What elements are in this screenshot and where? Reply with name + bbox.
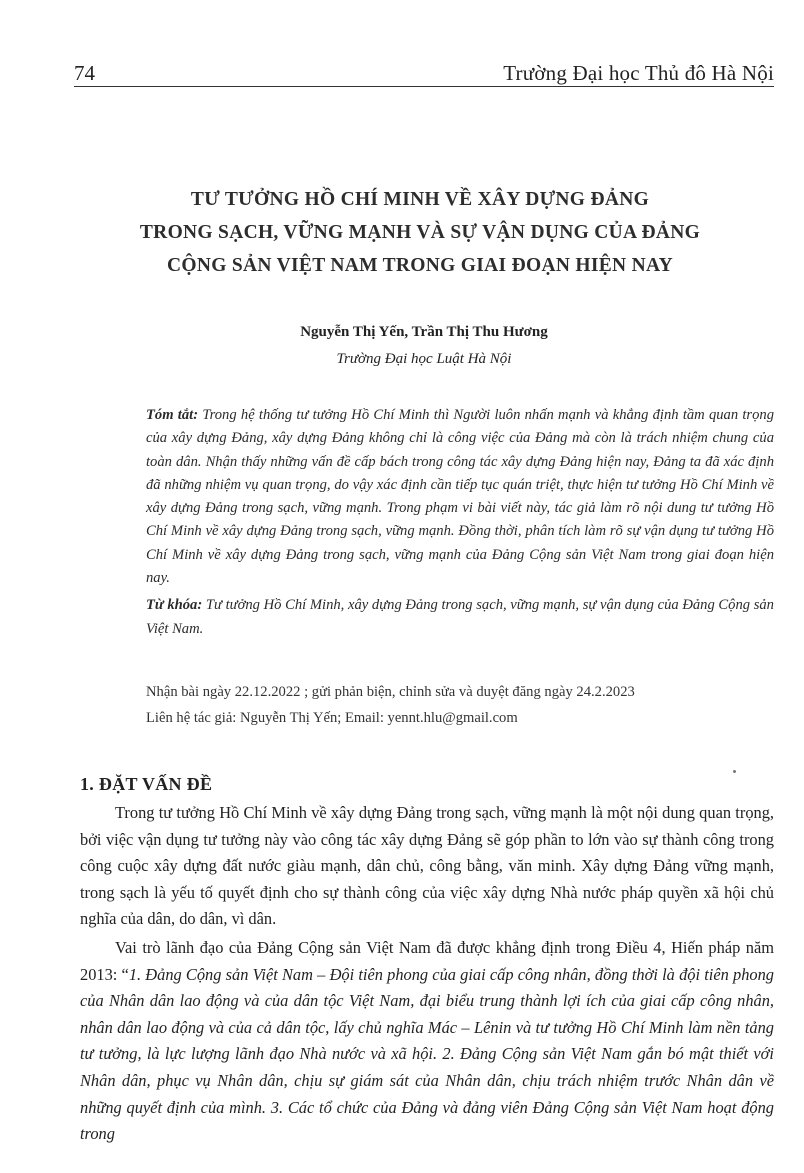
keywords-label: Từ khóa: [146, 597, 203, 614]
abstract [146, 404, 774, 590]
abstract-text: Trong hệ thống tư tưởng Hồ Chí Minh thì Người luôn nhấn mạnh và khẳng định tầm quan trọng của xây dựng Đảng, xây dựng Đảng không chỉ là công việc của Đảng mà còn là trách nhiệm chung của toàn dân. Nhận thấy những vấn đề cấp bách trong công tác xây dựng Đảng hiện nay, Đảng ta đã xác định đã những nhiệm vụ quan trọng, do vậy xác định cần tiếp tục quán triệt, thực hiện tư tưởng Hồ Chí Minh về xây dựng Đảng trong sạch, vững mạnh. Trong phạm vi bài viết này, tác giả làm rõ nội dung tư tưởng Hồ Chí Minh về xây dựng Đảng trong sạch, vững mạnh. Đồng thời, phân tích làm rõ sự vận dụng tư tưởng Hồ Chí Minh về xây dựng Đảng trong sạch, vững mạnh của Đảng Cộng sản Việt Nam trong giai đoạn hiện nay. [146, 407, 775, 587]
page-number: 74 [74, 61, 95, 85]
title-line: CỘNG SẢN VIỆT NAM TRONG GIAI ĐOẠN HIỆN NAY [167, 255, 673, 276]
abstract-label: Tóm tắt: [146, 407, 199, 423]
body-paragraph-2 [80, 935, 774, 1148]
keywords-text: Tư tưởng Hồ Chí Minh, xây dựng Đảng trong sạch, vững mạnh, sự vận dụng của Đảng Cộng sản Việt Nam. [146, 597, 774, 637]
journal-name: Trường Đại học Thủ đô Hà Nội [503, 61, 774, 85]
keywords [146, 594, 774, 641]
title-line: TƯ TƯỞNG HỒ CHÍ MINH VỀ XÂY DỰNG ĐẢNG [190, 189, 650, 210]
section-heading: 1. ĐẶT VẤN ĐỀ [80, 774, 213, 794]
constitution-quote: 1. Đảng Cộng sản Việt Nam – Đội tiên phong của giai cấp công nhân, đồng thời là đội tiên phong của Nhân dân lao động và của dân tộc Việt Nam, đại biểu trung thành lợi ích của giai cấp công nhân, nhân dân lao động và của cả dân tộc, lấy chủ nghĩa Mác – Lênin và tư tưởng Hồ Chí Minh làm nền tảng tư tưởng, là lực lượng lãnh đạo Nhà nước và xã hội. 2. Đảng Cộng sản Việt Nam gắn bó mật thiết với Nhân dân, phục vụ Nhân dân, chịu sự giám sát của Nhân dân, chịu trách nhiệm trước Nhân dân về những quyết định của mình. 3. Các tổ chức của Đảng và đảng viên Đảng Cộng sản Việt Nam hoạt động trong [80, 964, 774, 1144]
author-contact: Liên hệ tác giả: Nguyễn Thị Yến; Email: yennt.hlu@gmail.com [146, 710, 518, 726]
paragraph-lead: Vai trò lãnh đạo của Đảng Cộng sản Việt Nam đã được khẳng định trong Điều 4, Hiến pháp năm 2013: “ [80, 938, 774, 984]
affiliation: Trường Đại học Luật Hà Nội [336, 351, 512, 367]
running-header [74, 58, 774, 87]
scan-speck [733, 770, 736, 773]
received-date: Nhận bài ngày 22.12.2022 ; gửi phản biện, chỉnh sửa và duyệt đăng ngày 24.2.2023 [146, 684, 635, 700]
article-title [120, 183, 720, 282]
authors: Nguyễn Thị Yến, Trần Thị Thu Hương [300, 324, 548, 340]
title-line: TRONG SẠCH, VỮNG MẠNH VÀ SỰ VẬN DỤNG CỦA ĐẢNG [139, 222, 701, 243]
abstract-block [146, 404, 774, 641]
body-paragraph-1: Trong tư tưởng Hồ Chí Minh về xây dựng Đảng trong sạch, vững mạnh là một nội dung quan trọng, bởi việc vận dụng tư tưởng này vào công tác xây dựng Đảng sẽ góp phần to lớn vào sự thành công trong công cuộc xây dựng đất nước giàu mạnh, dân chủ, công bằng, văn minh. Xây dựng Đảng vững mạnh, trong sạch là yếu tố quyết định cho sự thành công của việc xây dựng Nhà nước pháp quyền xã hội chủ nghĩa của dân, do dân, vì dân. [80, 803, 774, 929]
